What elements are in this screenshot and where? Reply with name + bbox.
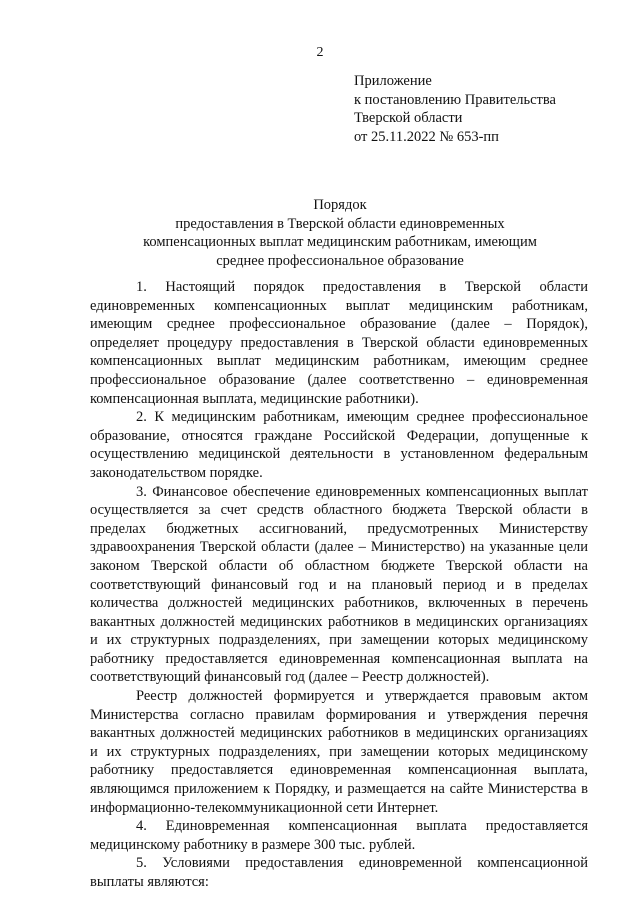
document-title (90, 196, 590, 270)
paragraph-3: 3. Финансовое обеспечение единовременных компенсационных выплат осуществляется за счет средств областного бюджета Тверской области в пределах бюджетных ассигнований, предусмотренных Министерству здравоохранения Тверской области (далее – Министерство) на указанные цели законом Тверской области об областном бюджете Тверской области на соответствующий финансовый год и на плановый период и в пределах количества должностей медицинских работников, включенных в перечень вакантных должностей медицинских работников в медицинских организациях и их структурных подразделениях, при замещении которых медицинскому работнику предоставляется единовременная компенсационная выплата на соответствующий финансовый год (далее – Реестр должностей). (90, 483, 588, 686)
page-number: 2 (316, 45, 324, 60)
paragraph-1: 1. Настоящий порядок предоставления в Тверской области единовременных компенсационных выплат медицинским работникам, имеющим среднее профессиональное образование (далее – Порядок), определяет процедуру предоставления в Тверской области единовременных компенсационных выплат медицинским работникам, имеющим среднее профессиональное образование (далее соответственно – единовременная компенсационная выплата, медицинские работники). (90, 279, 588, 407)
paragraph-2: 2. К медицинским работникам, имеющим среднее профессиональное образование, относятся граждане Российской Федерации, допущенные к осуществлению медицинской деятельности в установленном федеральным законодательством порядке. (90, 409, 588, 481)
appendix-line: к постановлению Правительства (354, 91, 556, 108)
appendix-line: Тверской области (354, 110, 463, 126)
appendix-header (354, 72, 624, 146)
title-line: компенсационных выплат медицинским работникам, имеющим (143, 234, 537, 250)
paragraph-5: 5. Условиями предоставления единовременной компенсационной выплаты являются: (90, 855, 588, 890)
appendix-line: Приложение (354, 73, 432, 89)
paragraph-3-registry: Реестр должностей формируется и утверждается правовым актом Министерства согласно правилам формирования и утверждения перечня вакантных должностей медицинских работников в медицинских организациях и их структурных подразделениях, при замещении которых медицинскому работнику предоставляется единовременная компенсационная выплата, являющимся приложением к Порядку, и размещается на сайте Министерства в информационно-телекоммуникационной сети Интернет. (90, 688, 588, 816)
title-line: Порядок (313, 197, 367, 213)
paragraph-4: 4. Единовременная компенсационная выплата предоставляется медицинскому работнику в размере 300 тыс. рублей. (90, 818, 588, 853)
title-line: среднее профессиональное образование (216, 252, 464, 269)
appendix-line: от 25.11.2022 № 653-пп (354, 128, 499, 145)
title-line: предоставления в Тверской области единовременных (175, 215, 505, 232)
document-body (90, 278, 588, 892)
